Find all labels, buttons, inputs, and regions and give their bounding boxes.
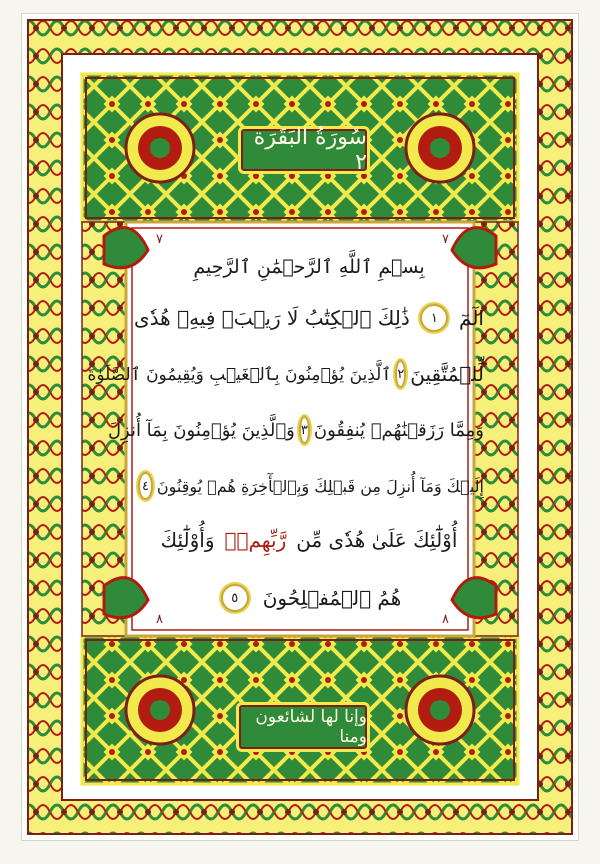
footer-medallion-right [406, 676, 474, 744]
footer-calligraphy: وإنا لها لشائعون ومنا [255, 707, 367, 747]
ayah-marker-3: ٣ [299, 416, 310, 444]
footer-medallion-left [126, 676, 194, 744]
verse-line-3 [107, 416, 484, 444]
verse-segment: إِلَيۡكَ وَمَآ أُنزِلَ مِن قَبۡلِكَ وَبِٱلۡأٓخِرَةِ هُمۡ يُوقِنُونَ [156, 476, 484, 496]
ayah-marker-2: ٢ [395, 360, 406, 388]
surah-title: سُورَةُ البَقَرَة ٢ [253, 125, 367, 175]
surah-title-box [238, 126, 370, 174]
footer-calligraphy-box [236, 702, 370, 752]
verse-segment: الٓمٓ [459, 306, 484, 330]
verse-segment: هُمُ ٱلۡمُفۡلِحُونَ [262, 586, 402, 610]
verse-highlight-word: رَّبِّهِمۡۖ [224, 528, 287, 552]
verse-text-area [87, 244, 484, 664]
verse-segment: ٱلَّذِينَ يُؤۡمِنُونَ بِٱلۡغَيۡبِ وَيُقِيمُونَ ٱلصَّلَوٰةَ [87, 364, 392, 385]
verse-line-1 [134, 304, 484, 332]
verse-line-2 [87, 360, 484, 388]
corner-mark-bottom-right: ٨ [442, 612, 449, 627]
corner-mark-top-left: ٧ [156, 232, 163, 247]
verse-line-4 [134, 472, 484, 500]
verse-segment: لِّلۡمُتَّقِينَ [410, 362, 484, 386]
corner-mark-top-right: ٧ [442, 232, 449, 247]
verse-line-6 [134, 584, 484, 612]
ayah-marker-5: ٥ [221, 584, 249, 612]
verse-segment: وَمِمَّا رَزَقۡنَٰهُمۡ يُنفِقُونَ [313, 419, 484, 441]
ayah-marker-1: ١ [420, 304, 448, 332]
verse-segment: ذَٰلِكَ ٱلۡكِتَٰبُ لَا رَيۡبَۛ فِيهِۛ هُدٗى [134, 306, 410, 330]
mushaf-page [22, 14, 578, 840]
verse-line-5 [134, 528, 484, 552]
verse-segment: وَأُوْلَٰٓئِكَ [160, 528, 215, 552]
basmala: بِسۡمِ ٱللَّهِ ٱلرَّحۡمَٰنِ ٱلرَّحِيمِ [193, 256, 425, 278]
ayah-marker-4: ٤ [138, 472, 153, 500]
header-medallion-left [126, 114, 194, 182]
corner-mark-bottom-left: ٨ [156, 612, 163, 627]
verse-segment: أُوْلَٰٓئِكَ عَلَىٰ هُدٗى مِّن [296, 528, 458, 552]
header-medallion-right [406, 114, 474, 182]
verse-segment: وَٱلَّذِينَ يُؤۡمِنُونَ بِمَآ أُنزِلَ [107, 419, 295, 441]
